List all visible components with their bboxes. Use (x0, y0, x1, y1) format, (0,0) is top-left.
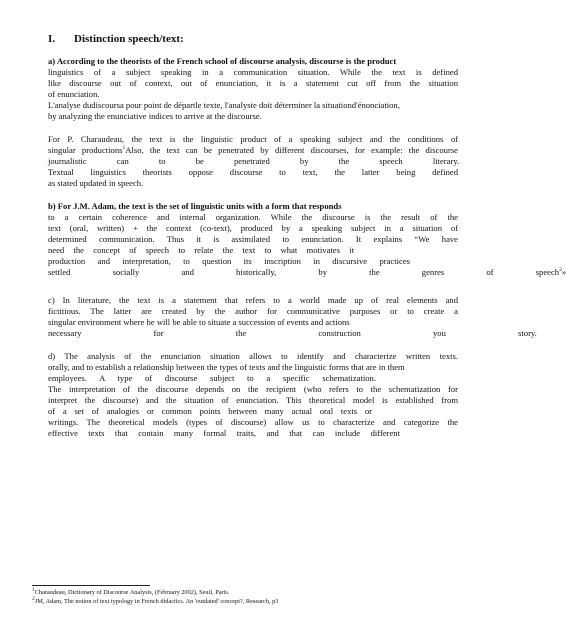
para-c-line: c) In literature, the text is a statement that refers to a world made up of real elements and (48, 295, 458, 305)
para-d-line: The interpretation of the discourse depends on the recipient (who refers to the schematization for (48, 384, 458, 394)
footnote-divider (32, 585, 150, 586)
para-d-line: interpret the discourse) and the situation of enunciation. This theoretical model is established from (48, 395, 458, 405)
para-b-line: production and interpretation, to question its inscription in discursive practices (48, 256, 410, 266)
para-b-line (48, 267, 566, 278)
para-a-line: of enunciation. (48, 89, 100, 99)
footnote-2-marker: 2 (32, 595, 35, 602)
para-a-lead: a) According to the theorists of the French school of discourse analysis, discourse is the product (48, 56, 397, 66)
section-title: Distinction speech/text: (74, 33, 184, 45)
para-a-line: linguistics of a subject speaking in a communication situation. While the text is defined (48, 67, 458, 77)
para-b-line: to a certain coherence and internal organization. While the discourse is the result of the (48, 212, 458, 222)
para-d-line: effective texts that contain many formal traits, and that can include different (48, 428, 400, 438)
footnote-1-marker: 1 (32, 586, 35, 593)
para-d-line: orally, and to establish a relationship between the types of texts and the linguistic forms that are in them (48, 362, 405, 372)
footnote-1-text: Charaudeau, Dictionary of Discourse Analysis, (February 2002), Seuil, Paris. (34, 589, 230, 596)
para-b-line: need the concept of speech to relate the text to what motivates it (48, 245, 354, 255)
para-b-lead: b) For J.M. Adam, the text is the set of linguistic units with a form that responds (48, 201, 342, 211)
para-charaudeau-line: For P. Charaudeau, the text is the linguistic product of a speaking subject and the conditions of (48, 134, 458, 144)
para-c-line: necessary for the construction you story. (48, 328, 537, 338)
para-c-line: fictitious. The latter are created by the author for communicative purposes or to create a (48, 306, 458, 316)
para-b-text: settled socially and historically, by the genres of speech (48, 267, 560, 277)
section-number: I. (48, 33, 56, 45)
footnote-2-text: JM, Adam, The notion of text typology in French didactics. An 'outdated' concept?, Research, p3 (34, 598, 279, 605)
para-charaudeau-text: singular productions (48, 145, 123, 155)
para-d-line: employees. A type of discourse subject to a specific schematization. (48, 373, 376, 383)
para-charaudeau-line: as stated updated in speech. (48, 178, 144, 188)
para-a-line: by analyzing the enunciative indices to arrive at the discourse. (48, 111, 262, 121)
para-b-line: text (oral, written) + the context (co-text), produced by a speaking subject in a situation of (48, 223, 458, 233)
para-d-line: d) The analysis of the enunciation situation allows to identify and characterize written texts. (48, 351, 458, 361)
para-d-line: writings. The theoretical models (types of discourse) allow us to characterize and categorize the (48, 417, 458, 427)
para-b-text: » (561, 267, 566, 277)
para-a-line: like discourse out of context, out of enunciation, it is a statement cut off from the situation (48, 78, 458, 88)
para-charaudeau-line (48, 145, 458, 156)
para-a-french-quote: L'analyse dudiscoursa pour point de départle texte, l'analyste doit déterminer la situationd'énonciation, (48, 100, 400, 110)
footnote-2 (32, 595, 458, 606)
para-charaudeau-line: journalistic can to be penetrated by the speech literary. (48, 156, 460, 166)
footnote-ref-1: 1 (122, 145, 126, 152)
section-heading (48, 33, 184, 45)
para-charaudeau-text: Also, the text can be penetrated by different discourses, for example: the discourse (125, 145, 458, 155)
footnote-ref-2: 2 (559, 267, 562, 274)
para-b-line: determined communication. Thus it is assimilated to enunciation. It explains “We have (48, 234, 458, 244)
para-c-line: singular environment where he will be able to situate a succession of events and actions (48, 317, 350, 327)
para-charaudeau-line: Textual linguistics theorists oppose discourse to text, the latter being defined (48, 167, 458, 177)
para-d-line: of a set of analogies or common points between many actual oral texts or (48, 406, 372, 416)
footnote-1 (32, 586, 458, 597)
